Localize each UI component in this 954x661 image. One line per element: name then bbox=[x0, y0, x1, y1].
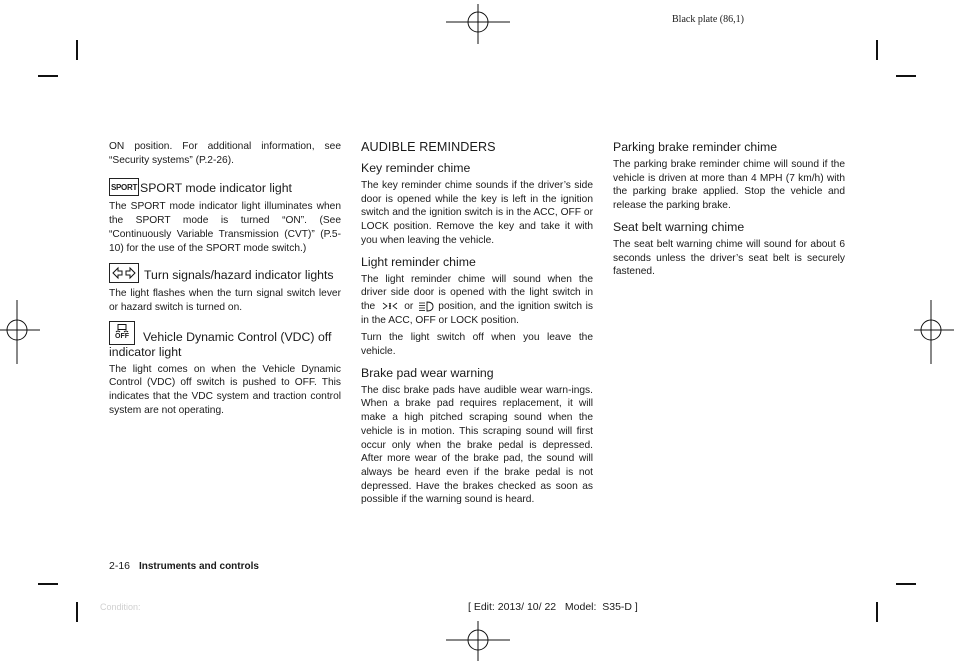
crop-mark bbox=[38, 583, 58, 585]
light-reminder-body-or: or bbox=[404, 300, 414, 312]
edit-info: [ Edit: 2013/ 10/ 22 Model: S35-D ] bbox=[468, 601, 638, 613]
skidding-car-icon bbox=[115, 324, 129, 333]
chapter-name: Instruments and controls bbox=[138, 561, 259, 572]
intro-text: ON position. For additional information, see “Security systems” (P.2-26). bbox=[109, 141, 341, 166]
column-left bbox=[109, 140, 341, 417]
turn-signal-heading bbox=[109, 263, 341, 283]
light-reminder-body-b: position, and the ignition bbox=[438, 300, 551, 312]
seat-belt-body: The seat belt warning chime will sound for about 6 seconds unless the driver’s seat belt is securely fastened. bbox=[613, 238, 845, 278]
sport-indicator-title: SPORT mode indicator light bbox=[140, 181, 292, 196]
seat-belt-title: Seat belt warning chime bbox=[613, 219, 745, 234]
parking-brake-title: Parking brake reminder chime bbox=[613, 140, 778, 154]
parking-lights-icon bbox=[379, 301, 401, 311]
section-title: AUDIBLE REMINDERS bbox=[361, 140, 496, 154]
brake-pad-body: The disc brake pads have audible wear warn-ings. When a brake pad requires replacement, it will make a high pitched scraping sound when the vehicle is in motion. This scraping sound will first occur only when the brake pedal is depressed. After more wear of the brake pad, the sound will always be heard even if the brake pedal is not depressed. Have the brakes checked as soon as possible if the warning sound is heard. bbox=[361, 384, 593, 506]
turn-signal-arrows-icon bbox=[109, 263, 139, 283]
brake-pad-title: Brake pad wear warning bbox=[361, 365, 494, 380]
sport-indicator-heading bbox=[109, 178, 341, 196]
vdc-off-title-line2: indicator light bbox=[109, 344, 182, 359]
vdc-off-body: The light comes on when the Vehicle Dynamic Control (VDC) off switch is pushed to OFF. This indicates that the VDC system and traction control system are not operating. bbox=[109, 363, 341, 416]
plate-label: Black plate (86,1) bbox=[672, 14, 744, 25]
headlight-icon bbox=[417, 301, 435, 312]
condition-label: Condition: bbox=[100, 602, 141, 612]
crop-mark bbox=[76, 602, 78, 622]
crop-mark bbox=[896, 583, 916, 585]
vdc-off-icon-text: OFF bbox=[115, 333, 129, 341]
light-reminder-body2: Turn the light switch off when you leave the vehicle. bbox=[361, 332, 593, 358]
light-reminder-body bbox=[361, 273, 593, 328]
registration-crosshair-icon bbox=[0, 300, 40, 364]
parking-brake-body: The parking brake reminder chime will sound if the vehicle is driven at more than 4 MPH (7 km/h) with the parking brake applied. Stop the vehicle and release the parking brake. bbox=[613, 159, 845, 212]
crop-mark bbox=[876, 40, 878, 60]
vdc-off-title-line1: Vehicle Dynamic Control (VDC) off bbox=[143, 329, 332, 344]
light-reminder-body-c: switch is in the ACC, OFF or LOCK position. bbox=[361, 300, 593, 326]
light-reminder-title: Light reminder chime bbox=[361, 254, 476, 269]
key-reminder-body: The key reminder chime sounds if the driver’s side door is opened while the key is left in the ignition switch and the ignition switch is in the ACC, OFF or LOCK position. Remove the key and take it with you when leaving the vehicle. bbox=[361, 180, 593, 246]
key-reminder-title: Key reminder chime bbox=[361, 161, 471, 175]
vdc-off-icon bbox=[109, 321, 135, 345]
crop-mark bbox=[896, 75, 916, 77]
registration-crosshair-icon bbox=[446, 621, 510, 661]
sport-indicator-body: The SPORT mode indicator light illuminates when the SPORT mode is turned “ON”. (See “Continuously Variable Transmission (CVT)” (P.5-10) for the use of the SPORT mode switch.) bbox=[109, 201, 341, 254]
crop-mark bbox=[38, 75, 58, 77]
light-reminder-body-in: in the bbox=[361, 287, 593, 312]
column-middle bbox=[361, 140, 593, 507]
column-right bbox=[613, 140, 845, 279]
turn-signal-title: Turn signals/hazard indicator lights bbox=[144, 268, 334, 283]
page-number: 2-16 bbox=[109, 560, 131, 572]
registration-crosshair-icon bbox=[446, 4, 510, 44]
registration-crosshair-icon bbox=[914, 300, 954, 364]
crop-mark bbox=[876, 602, 878, 622]
turn-signal-body: The light flashes when the turn signal switch lever or hazard switch is turned on. bbox=[109, 288, 341, 313]
light-reminder-body-a: The light reminder chime will sound when the driver side door is opened with the light switch bbox=[361, 273, 593, 299]
crop-mark bbox=[76, 40, 78, 60]
sport-indicator-icon: SPORT bbox=[109, 178, 139, 196]
page-footer bbox=[109, 560, 259, 572]
vdc-off-heading bbox=[109, 321, 341, 360]
